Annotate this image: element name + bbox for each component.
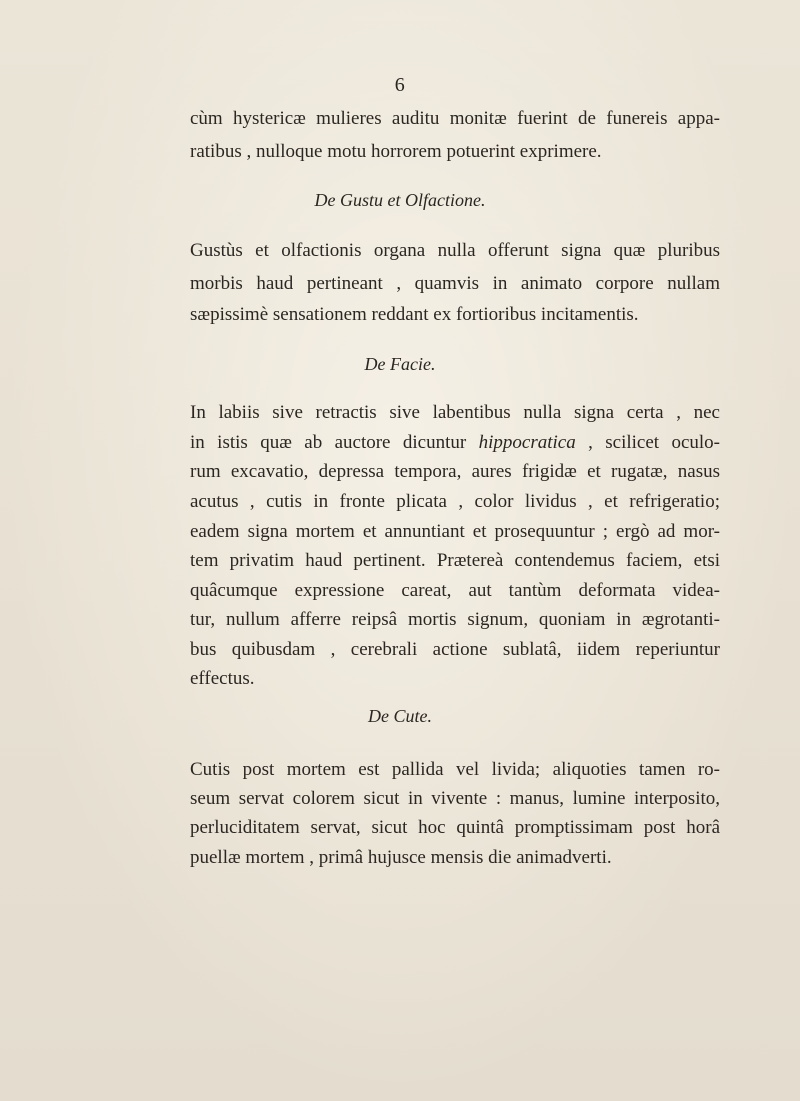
text-line: seum servat colorem sicut in vivente : manus, lumine interposito, bbox=[190, 788, 720, 809]
text-line: Cutis post mortem est pallida vel livida; aliquoties tamen ro- bbox=[190, 759, 720, 780]
text-line: Gustùs et olfactionis organa nulla offerunt signa quæ pluribus bbox=[190, 240, 720, 261]
text-line: eadem signa mortem et annuntiant et prosequuntur ; ergò ad mor- bbox=[190, 521, 720, 542]
text-line: morbis haud pertineant , quamvis in animato corpore nullam bbox=[190, 273, 720, 294]
emphasis-term: hippocratica bbox=[478, 432, 576, 453]
page-number: 6 bbox=[394, 74, 406, 96]
text-line: cùm hystericæ mulieres auditu monitæ fuerint de funereis appa- bbox=[190, 108, 720, 129]
text-line: perluciditatem servat, sicut hoc quintâ promptissimam post horâ bbox=[190, 817, 720, 838]
text-line: tur, nullum afferre reipsâ mortis signum, quoniam in ægrotanti- bbox=[190, 609, 720, 630]
section-heading-gustu: De Gustu et Olfactione. bbox=[314, 190, 486, 210]
text-line: effectus. bbox=[190, 668, 255, 689]
text-span: , scilicet oculo- bbox=[588, 432, 721, 453]
text-line: sæpissimè sensationem reddant ex fortioribus incitamentis. bbox=[190, 304, 639, 325]
text-line: quâcumque expressione careat, aut tantùm deformata videa- bbox=[190, 580, 720, 601]
text-line: acutus , cutis in fronte plicata , color lividus , et refrigeratio; bbox=[190, 491, 720, 512]
section-heading-facie: De Facie. bbox=[364, 354, 436, 374]
section-heading-cute: De Cute. bbox=[368, 706, 432, 726]
text-line: tem privatim haud pertinent. Prætereà contendemus faciem, etsi bbox=[190, 550, 720, 571]
text-span: in istis quæ ab auctore dicuntur bbox=[190, 432, 467, 453]
text-line: In labiis sive retractis sive labentibus nulla signa certa , nec bbox=[190, 402, 720, 423]
text-line: rum excavatio, depressa tempora, aures frigidæ et rugatæ, nasus bbox=[190, 461, 720, 482]
text-line: ratibus , nulloque motu horrorem potuerint exprimere. bbox=[190, 141, 602, 162]
text-line: bus quibusdam , cerebrali actione sublatâ, iidem reperiuntur bbox=[190, 639, 720, 660]
text-line: puellæ mortem , primâ hujusce mensis die animadverti. bbox=[190, 847, 612, 868]
text-line-with-emphasis bbox=[190, 430, 720, 456]
